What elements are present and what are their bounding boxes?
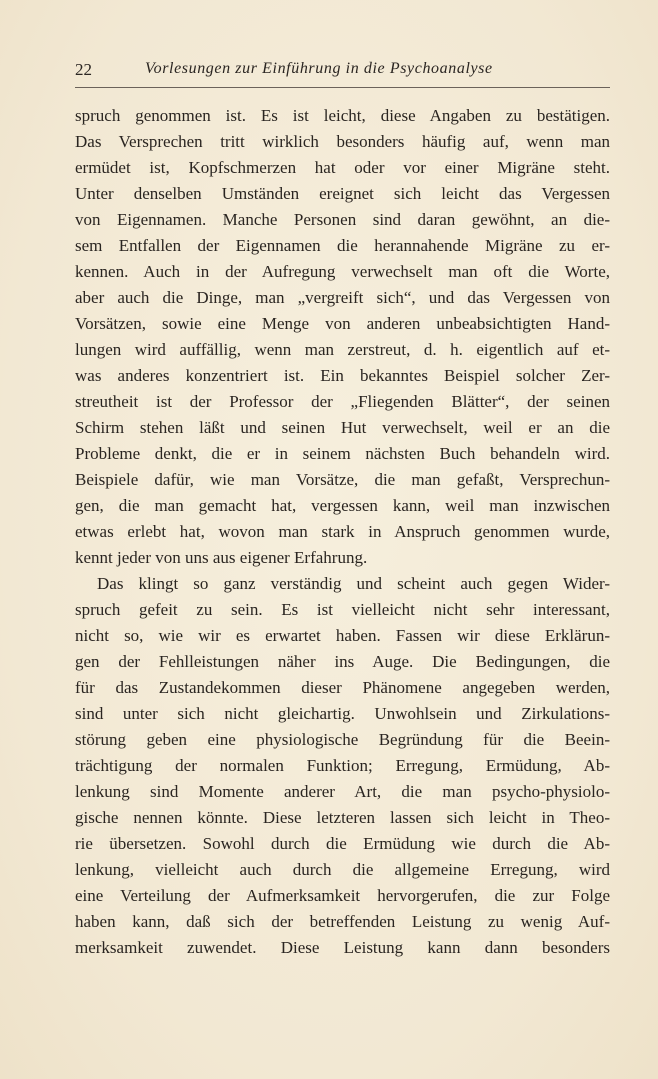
text-line: lenkung, vielleicht auch durch die allgemeine Erregung, wird bbox=[75, 860, 610, 879]
text-line: etwas erlebt hat, wovon man stark in Anspruch genommen wurde, bbox=[75, 522, 610, 541]
text-line: Schirm stehen läßt und seinen Hut verwechselt, weil er an die bbox=[75, 418, 610, 437]
text-line: lenkung sind Momente anderer Art, die man psycho-physiolo- bbox=[75, 782, 610, 801]
text-line: für das Zustandekommen dieser Phänomene angegeben werden, bbox=[75, 678, 610, 697]
header-rule bbox=[75, 87, 610, 88]
text-line: von Eigennamen. Manche Personen sind daran gewöhnt, an die- bbox=[75, 210, 610, 229]
text-line: gische nennen könnte. Diese letzteren lassen sich leicht in Theo- bbox=[75, 808, 610, 827]
text-line: Das klingt so ganz verständig und scheint auch gegen Wider- bbox=[97, 574, 610, 593]
body-text bbox=[75, 103, 610, 961]
running-title: Vorlesungen zur Einführung in die Psychoanalyse bbox=[145, 60, 493, 77]
text-line: kennt jeder von uns aus eigener Erfahrung. bbox=[75, 548, 368, 567]
text-line: sind unter sich nicht gleichartig. Unwohlsein und Zirkulations- bbox=[75, 704, 610, 723]
text-line: störung geben eine physiologische Begründung für die Beein- bbox=[75, 730, 610, 749]
text-line: Beispiele dafür, wie man Vorsätze, die man gefaßt, Versprechun- bbox=[75, 470, 610, 489]
text-line: ermüdet ist, Kopfschmerzen hat oder vor einer Migräne steht. bbox=[75, 158, 610, 177]
text-line: Das Versprechen tritt wirklich besonders häufig auf, wenn man bbox=[75, 132, 610, 151]
text-line: gen, die man gemacht hat, vergessen kann, weil man inzwischen bbox=[75, 496, 610, 515]
text-line: Unter denselben Umständen ereignet sich leicht das Vergessen bbox=[75, 184, 610, 203]
text-line: was anderes konzentriert ist. Ein bekanntes Beispiel solcher Zer- bbox=[75, 366, 610, 385]
text-line: trächtigung der normalen Funktion; Erregung, Ermüdung, Ab- bbox=[75, 756, 610, 775]
text-line: sem Entfallen der Eigennamen die herannahende Migräne zu er- bbox=[75, 236, 610, 255]
text-line: Vorsätzen, sowie eine Menge von anderen unbeabsichtigten Hand- bbox=[75, 314, 610, 333]
text-line: aber auch die Dinge, man „vergreift sich“, und das Vergessen von bbox=[75, 288, 610, 307]
text-line: haben kann, daß sich der betreffenden Leistung zu wenig Auf- bbox=[75, 912, 610, 931]
text-line: Probleme denkt, die er in seinem nächsten Buch behandeln wird. bbox=[75, 444, 610, 463]
text-line: spruch genommen ist. Es ist leicht, diese Angaben zu bestätigen. bbox=[75, 106, 610, 125]
text-line: gen der Fehlleistungen näher ins Auge. Die Bedingungen, die bbox=[75, 652, 610, 671]
text-line: lungen wird auffällig, wenn man zerstreut, d. h. eigentlich auf et- bbox=[75, 340, 610, 359]
text-line: spruch gefeit zu sein. Es ist vielleicht nicht sehr interessant, bbox=[75, 600, 610, 619]
text-line: nicht so, wie wir es erwartet haben. Fassen wir diese Erklärun- bbox=[75, 626, 610, 645]
text-line: kennen. Auch in der Aufregung verwechselt man oft die Worte, bbox=[75, 262, 610, 281]
page-number: 22 bbox=[75, 60, 92, 79]
text-line: eine Verteilung der Aufmerksamkeit hervorgerufen, die zur Folge bbox=[75, 886, 610, 905]
page-header bbox=[75, 56, 610, 84]
text-line: merksamkeit zuwendet. Diese Leistung kann dann besonders bbox=[75, 938, 610, 957]
text-line: streutheit ist der Professor der „Fliegenden Blätter“, der seinen bbox=[75, 392, 610, 411]
text-line: rie übersetzen. Sowohl durch die Ermüdung wie durch die Ab- bbox=[75, 834, 610, 853]
